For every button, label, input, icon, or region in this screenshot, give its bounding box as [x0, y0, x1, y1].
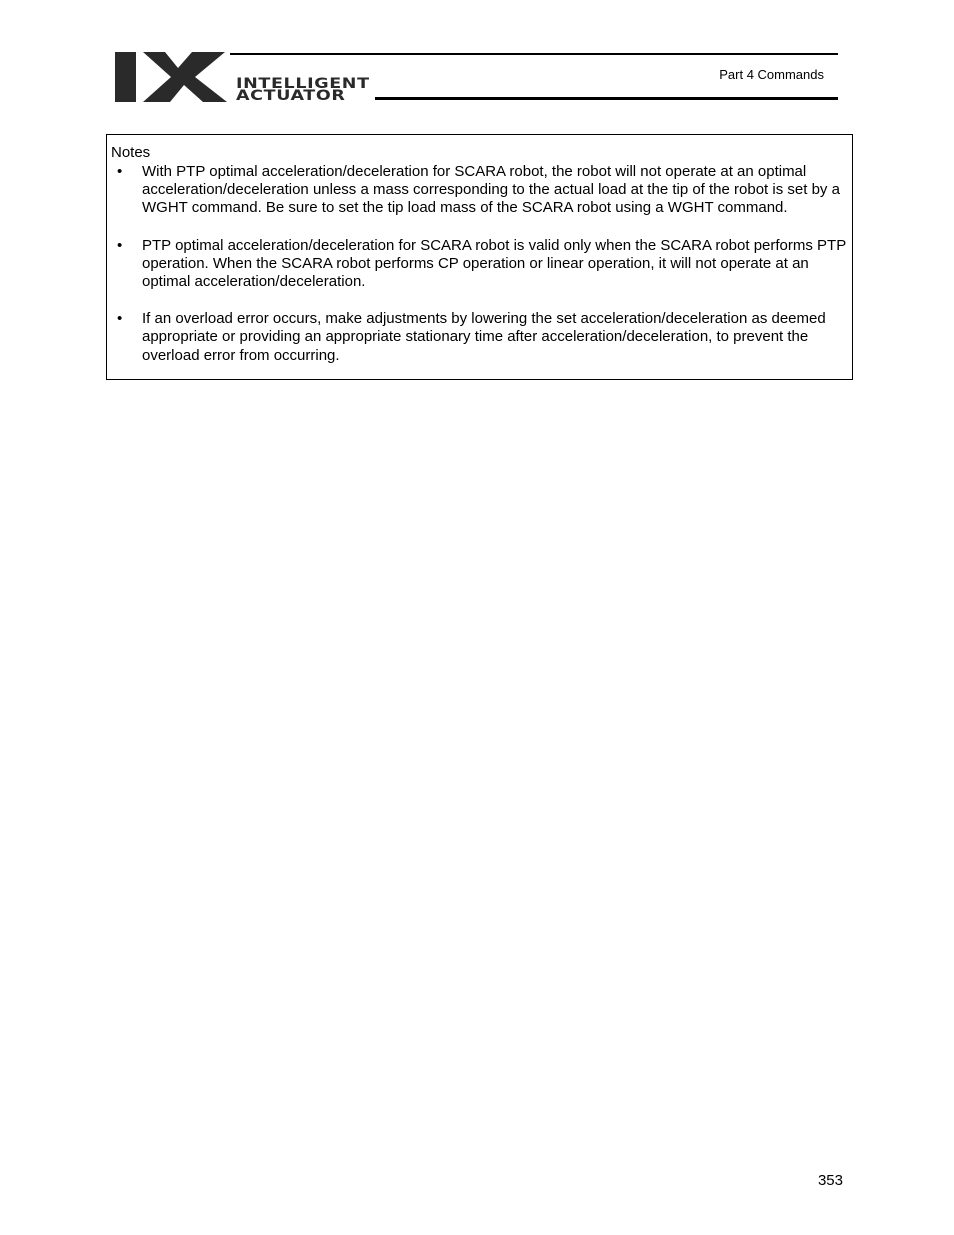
bullet-icon: • — [117, 236, 123, 254]
notes-box — [106, 134, 853, 380]
note-item — [107, 163, 852, 218]
note-text: PTP optimal acceleration/deceleration for SCARA robot is valid only when the SCARA robot performs PTP operation. When the SCARA robot performs CP operation or linear operation, it will not operate at an optimal acceleration/deceleration. — [142, 236, 846, 291]
header-rule-top — [230, 53, 838, 55]
header-rule-bottom — [375, 97, 838, 100]
logo-line-2: ACTUATOR — [236, 88, 346, 104]
ix-logo-icon — [115, 52, 230, 102]
notes-list — [107, 163, 852, 384]
logo-line-1: INTELLIGENT — [236, 76, 370, 92]
notes-title: Notes — [111, 144, 151, 161]
page-number: 353 — [817, 1172, 843, 1189]
company-logo-text — [236, 78, 370, 102]
note-item — [107, 237, 852, 292]
bullet-icon: • — [117, 310, 123, 328]
note-item — [107, 310, 852, 365]
bullet-icon: • — [117, 163, 123, 180]
note-text: With PTP optimal acceleration/deceleration for SCARA robot, the robot will not operate at an optimal acceleration/deceleration unless a mass corresponding to the actual load at the tip of the robot is set by a WGHT command. Be sure to set the tip load mass of the SCARA robot using a WGHT command. — [142, 163, 840, 217]
note-text: If an overload error occurs, make adjustments by lowering the set acceleration/deceleration as deemed appropriate or providing an appropriate stationary time after acceleration/deceleration, to prevent the overload error from occurring. — [142, 310, 826, 364]
section-title: Part 4 Commands — [719, 67, 824, 82]
